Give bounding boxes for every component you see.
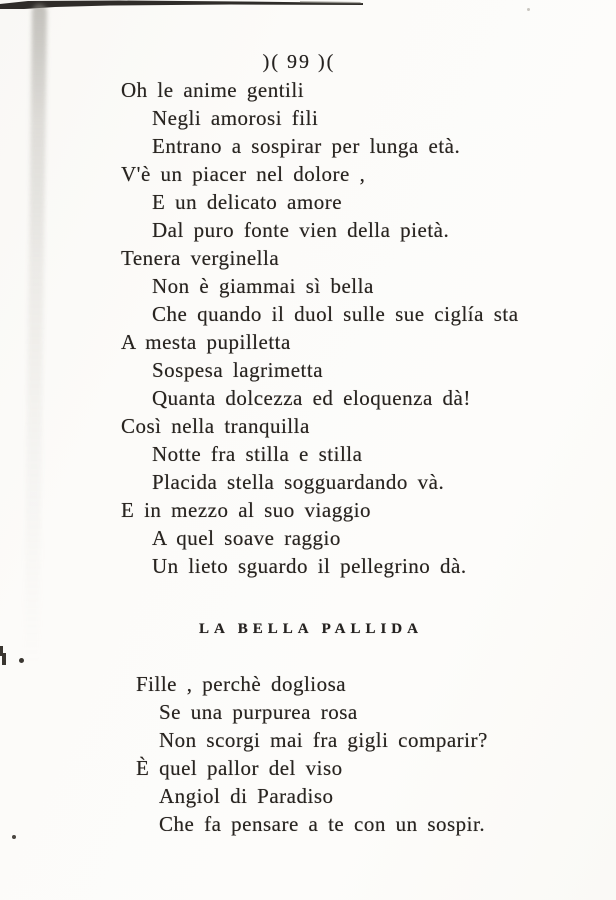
page-crease <box>24 4 47 664</box>
poem-line: Se una purpurea rosa <box>159 700 358 724</box>
ink-mark <box>19 658 24 663</box>
poem-line: Così nella tranquilla <box>121 414 310 438</box>
poem-line: Oh le anime gentili <box>121 78 305 102</box>
page-number: )( 99 )( <box>262 51 336 73</box>
poem-line: A mesta pupilletta <box>121 330 291 354</box>
poem-line: Angiol di Paradiso <box>159 784 334 808</box>
poem-line: È quel pallor del viso <box>136 756 343 780</box>
poem-line: Tenera verginella <box>121 246 280 270</box>
poem-line: Che fa pensare a te con un sospir. <box>159 812 486 836</box>
poem-line: Non scorgi mai fra gigli comparir? <box>159 728 488 752</box>
poem-line: Non è giammai sì bella <box>152 274 374 298</box>
poem-title: LA BELLA PALLIDA <box>199 621 423 637</box>
scan-speck <box>527 8 530 11</box>
poem-line: Placida stella sogguardando và. <box>152 470 445 494</box>
poem-line: Sospesa lagrimetta <box>152 358 324 382</box>
poem-line: Un lieto sguardo il pellegrino dà. <box>152 554 467 578</box>
ink-mark <box>12 835 16 839</box>
poem-line: Negli amorosi fili <box>152 106 319 130</box>
poem-line: Dal puro fonte vien della pietà. <box>152 218 450 242</box>
poem-line: A quel soave raggio <box>152 526 341 550</box>
poem-line: E un delicato amore <box>152 190 343 214</box>
poem-line: V'è un piacer nel dolore , <box>121 162 366 186</box>
poem-line: Notte fra stilla e stilla <box>152 442 363 466</box>
poem-line: Entrano a sospirar per lunga età. <box>152 134 461 158</box>
poem-line: E in mezzo al suo viaggio <box>121 498 372 522</box>
poem-line: Quanta dolcezza ed eloquenza dà! <box>152 386 471 410</box>
poem-line: Che quando il duol sulle sue ciglía sta <box>152 302 519 326</box>
ink-mark <box>2 653 6 665</box>
poem-first <box>121 76 519 580</box>
poem-second <box>136 670 488 838</box>
scan-edge-shadow <box>0 0 616 14</box>
poem-line: Fille , perchè dogliosa <box>136 672 347 696</box>
